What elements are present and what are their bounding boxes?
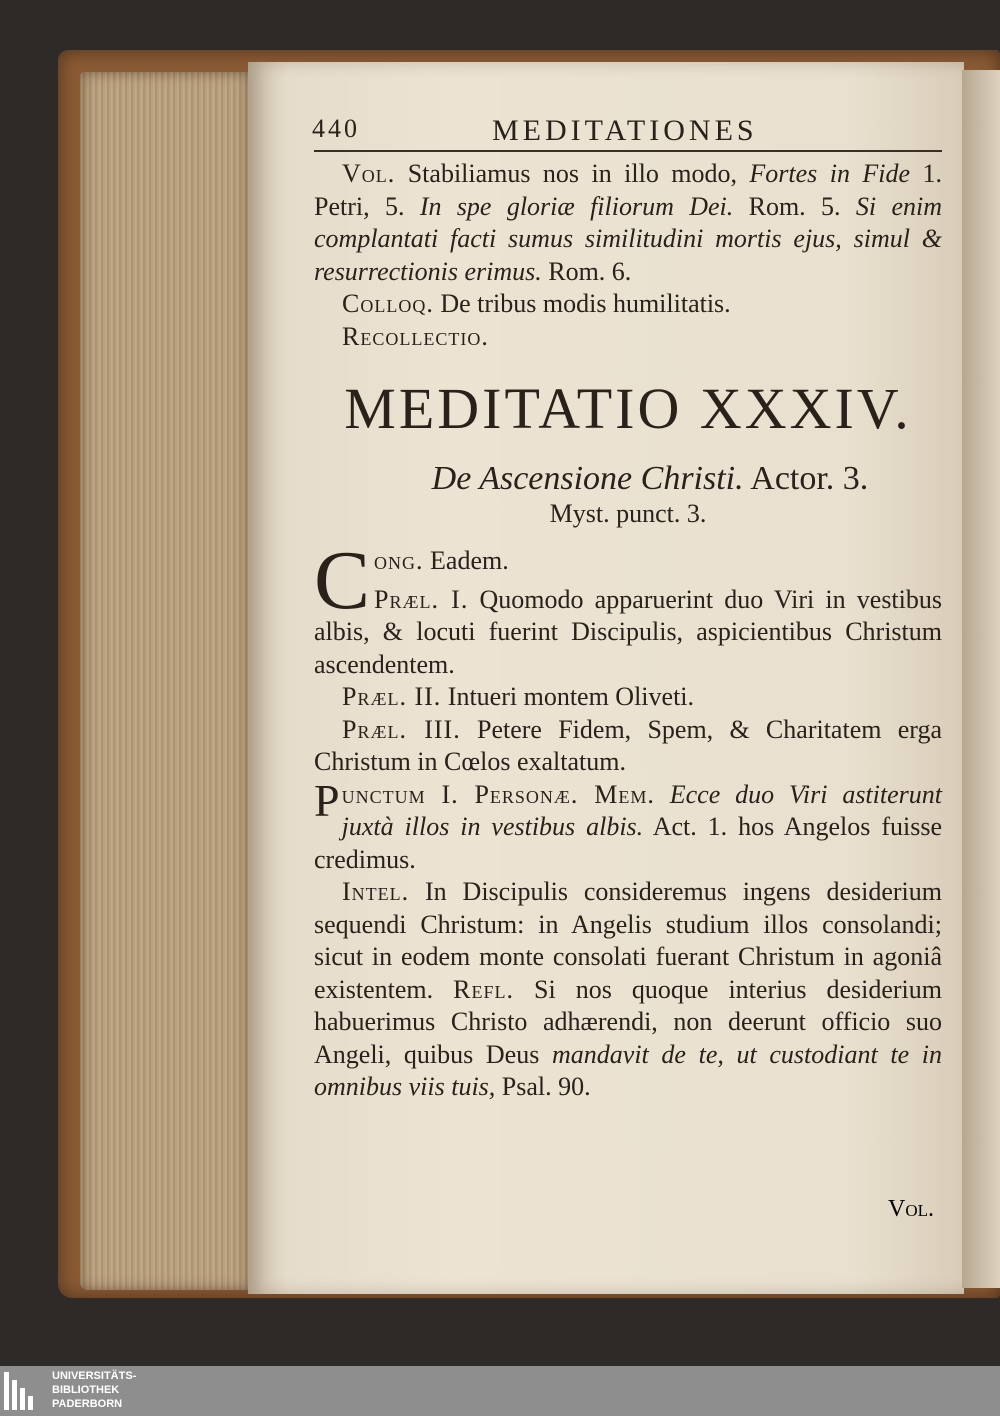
meditation-title: MEDITATIO XXXIV. (344, 376, 912, 441)
drop-cap-c: C (314, 534, 371, 627)
running-header (314, 110, 942, 152)
facing-page-edge (962, 70, 1000, 1288)
intel-paragraph: Intel. In Discipulis consideremus ingens desiderium sequendi Christum: in Angelis studium illos consolandi; sicut in eodem monte consolati fuerant Christum in agoniâ existentem. Refl. Si nos quoque interius desiderium habuerimus Christo adhærendi, non deerunt officio suo Angeli, quibus Deus mandavit de te, ut custodiant te in omnibus viis tuis, Psal. 90. (314, 877, 943, 1101)
vol-label: Vol. (342, 159, 396, 188)
vol-paragraph: Vol. Stabiliamus nos in illo modo, Fortes in Fide 1. Petri, 5. In spe gloriæ filiorum Dei. Rom. 5. Si enim complantati facti sumus similitudini mortis ejus, simul & resurrectionis erimus. Rom. 6. (314, 159, 943, 286)
page-number: 440 (312, 114, 360, 143)
page-edges (80, 72, 255, 1290)
meditation-subtitle: De Ascensione Christi. Actor. 3. (431, 460, 869, 497)
recollectio: Recollectio. (342, 321, 489, 351)
colloq-paragraph: Colloq. De tribus modis humilitatis. (342, 289, 731, 318)
prael-1: Præl. I. Quomodo apparuerint duo Viri in vestibus albis, & locuti fuerint Discipulis, aspicientibus Christum ascendentem. (314, 584, 943, 679)
drop-cap-p: P (314, 774, 340, 826)
catchword: Vol. (888, 1196, 934, 1222)
punctum-1: Punctum I. Personæ. Mem. Ecce duo Viri astiterunt juxtà illos in vestibus albis. Act. 1. hos Angelos fuisse credimus. (314, 774, 942, 874)
prael-3: Præl. III. Petere Fidem, Spem, & Charitatem erga Christum in Cœlos exaltatum. (314, 714, 942, 776)
colloq-label: Colloq. (342, 289, 434, 318)
library-logo-icon (4, 1372, 44, 1410)
running-title: MEDITATIONES (492, 114, 758, 147)
library-footer (0, 1366, 1000, 1416)
library-logo-text: UNIVERSITÄTS- BIBLIOTHEK PADERBORN (52, 1370, 137, 1410)
page-text (314, 110, 942, 1104)
prael-2: Præl. II. Intueri montem Oliveti. (342, 682, 695, 711)
cong-paragraph: Cong. Eadem. (314, 534, 509, 627)
meditation-subtitle-2: Myst. punct. 3. (549, 499, 707, 528)
